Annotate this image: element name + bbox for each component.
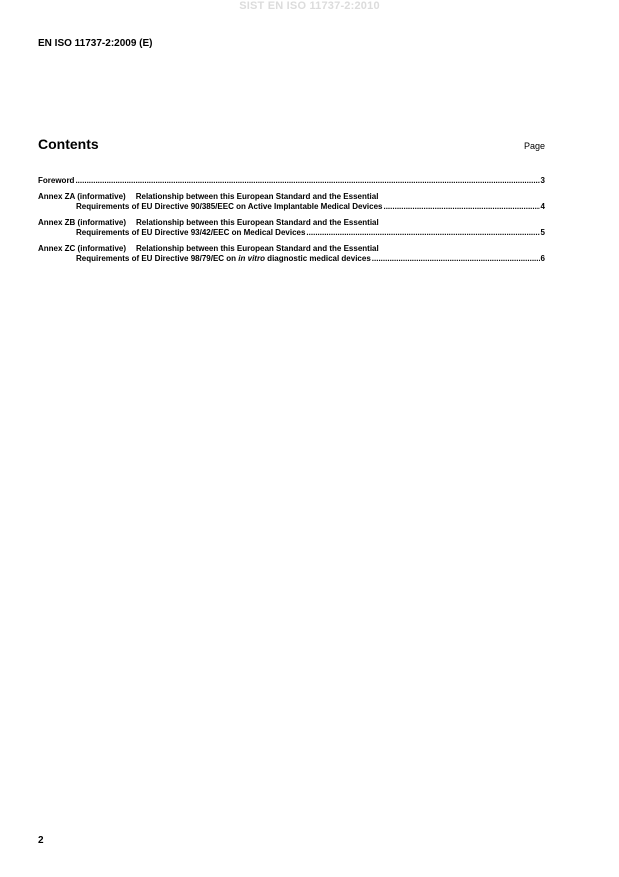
watermark: SIST EN ISO 11737-2:2010 [239,0,380,12]
toc-entry-annex-zb[interactable] [38,218,545,238]
page-column-label: Page [523,141,545,151]
toc-page-number: 6 [540,254,545,263]
toc-entry-title-continued: Requirements of EU Directive 93/42/EEC on Medical Devices [76,228,306,237]
toc-entry-title: Relationship between this European Standard and the Essential [136,244,379,253]
toc-page-number: 3 [540,176,545,185]
toc-entry-annex-zc[interactable] [38,244,545,264]
title-text-after: diagnostic medical devices [264,254,371,263]
toc-entry-title: Relationship between this European Standard and the Essential [135,192,379,201]
toc-entry-title-continued: Requirements of EU Directive 90/385/EEC on Active Implantable Medical Devices [76,202,383,211]
table-of-contents [38,176,545,270]
toc-entry-foreword[interactable] [38,176,545,186]
annex-prefix: Annex ZB (informative) [38,218,127,227]
page-number: 2 [38,835,44,846]
toc-line [38,202,545,212]
title-text-before: Requirements of EU Directive 98/79/EC on [76,254,239,263]
toc-line [38,244,545,254]
dot-leader [372,254,540,264]
document-id: EN ISO 11737-2:2009 (E) [38,38,153,49]
dot-leader [383,202,539,212]
dot-leader [306,228,539,238]
toc-line [38,176,545,186]
toc-entry-annex-za[interactable] [38,192,545,212]
contents-title: Contents [38,136,99,152]
toc-line [38,192,545,202]
toc-line [38,218,545,228]
toc-page-number: 5 [540,228,545,237]
title-text-italic: in vitro [238,254,265,263]
annex-prefix: Annex ZC (informative) [38,244,127,253]
toc-entry-title-continued [76,254,371,264]
annex-prefix: Annex ZA (informative) [38,192,126,201]
toc-entry-title: Relationship between this European Standard and the Essential [136,218,379,227]
toc-line [38,254,545,264]
contents-header [38,136,545,154]
toc-entry-title: Foreword [38,176,75,185]
toc-page-number: 4 [540,202,545,211]
dot-leader [75,176,539,186]
toc-line [38,228,545,238]
